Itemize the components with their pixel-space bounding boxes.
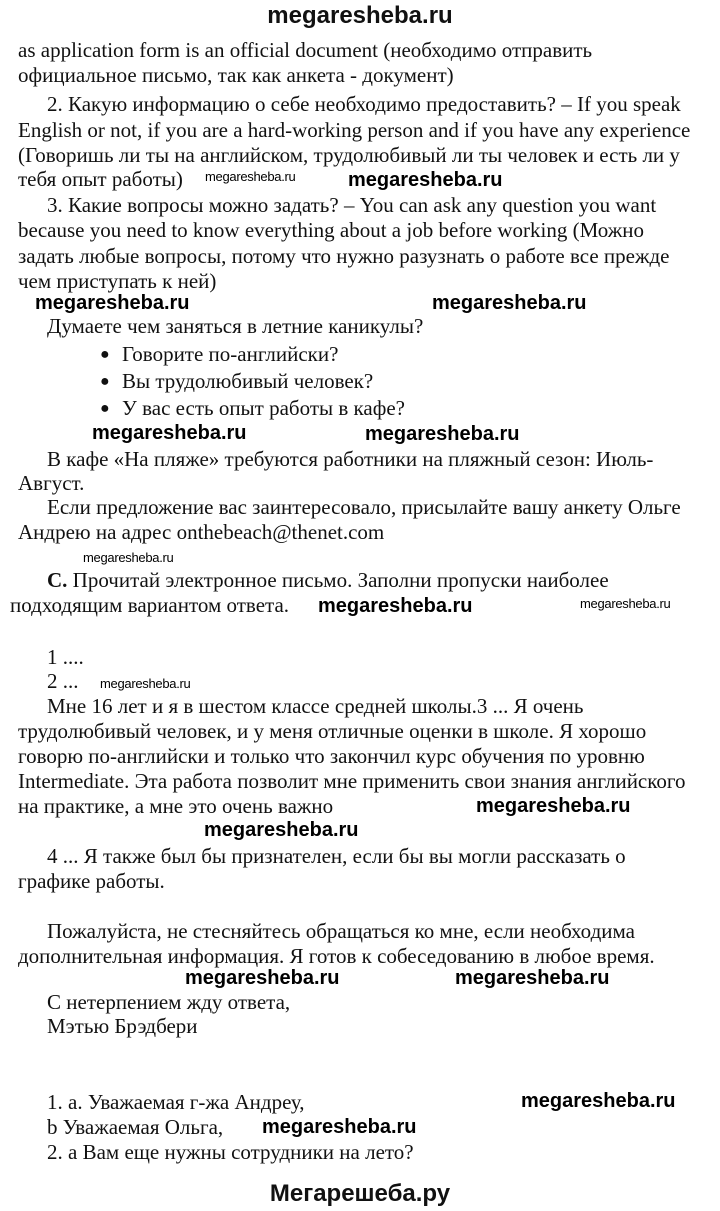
letter-line: Пожалуйста, не стесняйтесь обращаться ко мне, если необходима [47, 919, 635, 943]
task-line [47, 569, 609, 591]
watermark: megaresheba.ru [204, 819, 359, 841]
bullet-icon: ● [100, 373, 110, 390]
answer-line: 2. a Вам еще нужны сотрудники на лето? [47, 1140, 414, 1164]
list-item: У вас есть опыт работы в кафе? [122, 396, 405, 420]
watermark: megaresheba.ru [365, 423, 520, 445]
watermark: megaresheba.ru [348, 169, 503, 191]
watermark: megaresheba.ru [92, 422, 247, 444]
text-line: English or not, if you are a hard-working person and if you have any experience [18, 118, 691, 142]
letter-line: Intermediate. Эта работа позволит мне применить свои знания английского [18, 769, 686, 793]
letter-line: дополнительная информация. Я готов к собеседованию в любое время. [18, 944, 655, 968]
letter-line: 4 ... Я также был бы признателен, если бы вы могли рассказать о [47, 844, 626, 868]
site-footer: Мегарешеба.ру [269, 1180, 451, 1207]
text-line: Август. [18, 471, 85, 495]
letter-line: 1 .... [47, 645, 84, 669]
text-line: В кафе «На пляже» требуются работники на пляжный сезон: Июль- [47, 447, 654, 471]
letter-line: 2 ... [47, 669, 79, 693]
watermark: megaresheba.ru [318, 595, 473, 617]
site-title: megaresheba.ru [267, 2, 453, 29]
text-line: 3. Какие вопросы можно задать? – You can ask any question you want [47, 193, 657, 217]
letter-line: Мне 16 лет и я в шестом классе средней школы.3 ... Я очень [47, 694, 584, 718]
text-line: чем приступать к ней) [18, 269, 217, 293]
watermark: megaresheba.ru [100, 676, 191, 691]
watermark: megaresheba.ru [455, 967, 610, 989]
watermark: megaresheba.ru [262, 1116, 417, 1138]
letter-line: Мэтью Брэдбери [47, 1014, 198, 1038]
letter-line: С нетерпением жду ответа, [47, 990, 291, 1014]
watermark: megaresheba.ru [580, 596, 671, 611]
text-line: Если предложение вас заинтересовало, присылайте вашу анкету Ольге [47, 495, 681, 519]
watermark: megaresheba.ru [432, 292, 587, 314]
answer-line: 1. a. Уважаемая г-жа Андреу, [47, 1090, 305, 1114]
watermark: megaresheba.ru [185, 967, 340, 989]
letter-line: графике работы. [18, 869, 165, 893]
text-line: задать любые вопросы, потому что нужно разузнать о работе все прежде [18, 244, 670, 268]
task-label: C. [47, 568, 68, 592]
bullet-icon: ● [100, 400, 110, 417]
watermark: megaresheba.ru [476, 795, 631, 817]
letter-line: трудолюбивый человек, и у меня отличные оценки в школе. Я хорошо [18, 719, 647, 743]
task-text: Прочитай электронное письмо. Заполни пропуски наиболее [67, 568, 609, 592]
bullet-icon: ● [100, 346, 110, 363]
watermark: megaresheba.ru [83, 550, 174, 565]
watermark: megaresheba.ru [35, 292, 190, 314]
text-line: because you need to know everything about a job before working (Можно [18, 218, 644, 242]
list-item: Вы трудолюбивый человек? [122, 369, 374, 393]
text-line: as application form is an official document (необходимо отправить [18, 38, 593, 62]
letter-line: на практике, а мне это очень важно [18, 794, 334, 818]
task-line: подходящим вариантом ответа. [10, 593, 290, 617]
list-item: Говорите по-английски? [122, 342, 339, 366]
answer-line: b Уважаемая Ольга, [47, 1115, 224, 1139]
text-line: (Говоришь ли ты на английском, трудолюбивый ли ты человек и есть ли у [18, 143, 680, 167]
text-line: Думаете чем заняться в летние каникулы? [47, 314, 424, 338]
letter-line: говорю по-английски и только что закончил курс обучения по уровню [18, 744, 645, 768]
text-line: официальное письмо, так как анкета - документ) [18, 63, 454, 87]
text-line: 2. Какую информацию о себе необходимо предоставить? – If you speak [47, 92, 681, 116]
watermark: megaresheba.ru [205, 169, 296, 184]
watermark: megaresheba.ru [521, 1090, 676, 1112]
text-line: тебя опыт работы) [18, 167, 183, 191]
text-line: Андрею на адрес onthebeach@thenet.com [18, 520, 385, 544]
